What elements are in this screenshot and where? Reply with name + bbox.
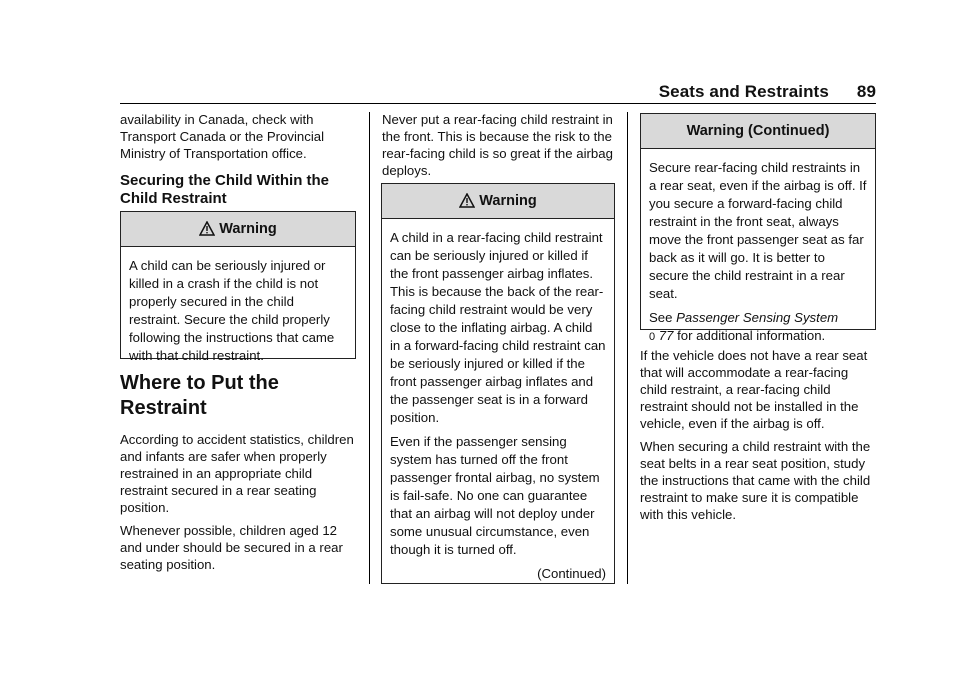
page-ref-number[interactable]: 77	[658, 328, 674, 343]
warning-box-1	[120, 211, 356, 363]
warning-title: Warning	[219, 221, 277, 237]
column-2	[382, 111, 618, 185]
warning-text-2: Even if the passenger sensing system has turned off the front passenger frontal airbag, no system is fail-safe. No one can guarantee that an airbag will not deploy under some unusual circumstance, even though it is turned off.	[390, 434, 600, 557]
warning-text-1: A child in a rear-facing child restraint can be seriously injured or killed if the front passenger airbag inflates. This is because the back of the rear-facing child restraint would be very close to the inflating airbag. A child in a forward-facing child restraint can be seriously injured or killed if the front passenger airbag inflates and the passenger seat is in a forward position.	[390, 230, 606, 425]
warning-header	[641, 114, 875, 149]
header-rule	[120, 103, 876, 104]
paragraph-never-put: Never put a rear-facing child restraint in the front. This is because the risk to the rear-facing child is so great if the airbag deploys.	[382, 112, 613, 178]
see-prefix: See	[649, 310, 677, 325]
column-3-lower	[640, 347, 878, 529]
column-divider-1	[369, 112, 370, 584]
section-title: Seats and Restraints	[658, 82, 829, 101]
page-ref-symbol: 0	[649, 331, 656, 343]
paragraph-no-rear-seat: If the vehicle does not have a rear seat that will accommodate a rear-facing child restraint, a rear-facing child restraint should not be installed in the vehicle, even if the airbag is off.	[640, 348, 868, 431]
warning-triangle-icon	[459, 187, 475, 221]
warning-text: A child can be seriously injured or killed in a crash if the child is not properly secured in the child restraint. Secure the child properly following the instructions that came with that child restraint.	[129, 258, 335, 363]
warning-header	[382, 184, 614, 219]
paragraph-availability: availability in Canada, check with Transport Canada or the Provincial Ministry of Transportation office.	[120, 112, 325, 161]
heading-where-to-put: Where to Put the Restraint	[120, 372, 279, 419]
column-divider-2	[627, 112, 628, 584]
warning-title: Warning	[479, 193, 537, 209]
page-number: 89	[856, 82, 876, 101]
warning-text: Secure rear-facing child restraints in a rear seat, even if the airbag is off. If you secure a forward-facing child restraint in the front seat, always move the front passenger seat as far back as it will go. It is better to secure the child restraint in a rear seat.	[649, 160, 867, 301]
warning-box-3	[640, 113, 876, 343]
column-1-lower	[120, 371, 356, 579]
warning-header	[121, 212, 355, 247]
warning-title: Warning (Continued)	[686, 123, 830, 139]
see-reference	[649, 309, 867, 346]
warning-triangle-icon	[199, 215, 215, 249]
page-header	[120, 78, 876, 108]
continued-label: (Continued)	[537, 566, 606, 581]
heading-securing-child: Securing the Child Within the Child Restraint	[120, 172, 330, 207]
paragraph-securing-seat-belts: When securing a child restraint with the seat belts in a rear seat position, study the instructions that came with the child restraint to make sure it is compatible with this vehicle.	[640, 439, 871, 522]
paragraph-whenever-possible: Whenever possible, children aged 12 and under should be secured in a rear seating position.	[120, 523, 343, 572]
passenger-sensing-link[interactable]: Passenger Sensing System	[676, 310, 839, 325]
warning-box-2	[381, 183, 615, 584]
header-text	[659, 82, 876, 102]
paragraph-accident-statistics: According to accident statistics, children and infants are safer when properly restrained in an appropriate child restraint secured in a rear seating position.	[120, 432, 354, 515]
see-suffix: for additional information.	[673, 328, 826, 343]
column-1	[120, 111, 358, 218]
